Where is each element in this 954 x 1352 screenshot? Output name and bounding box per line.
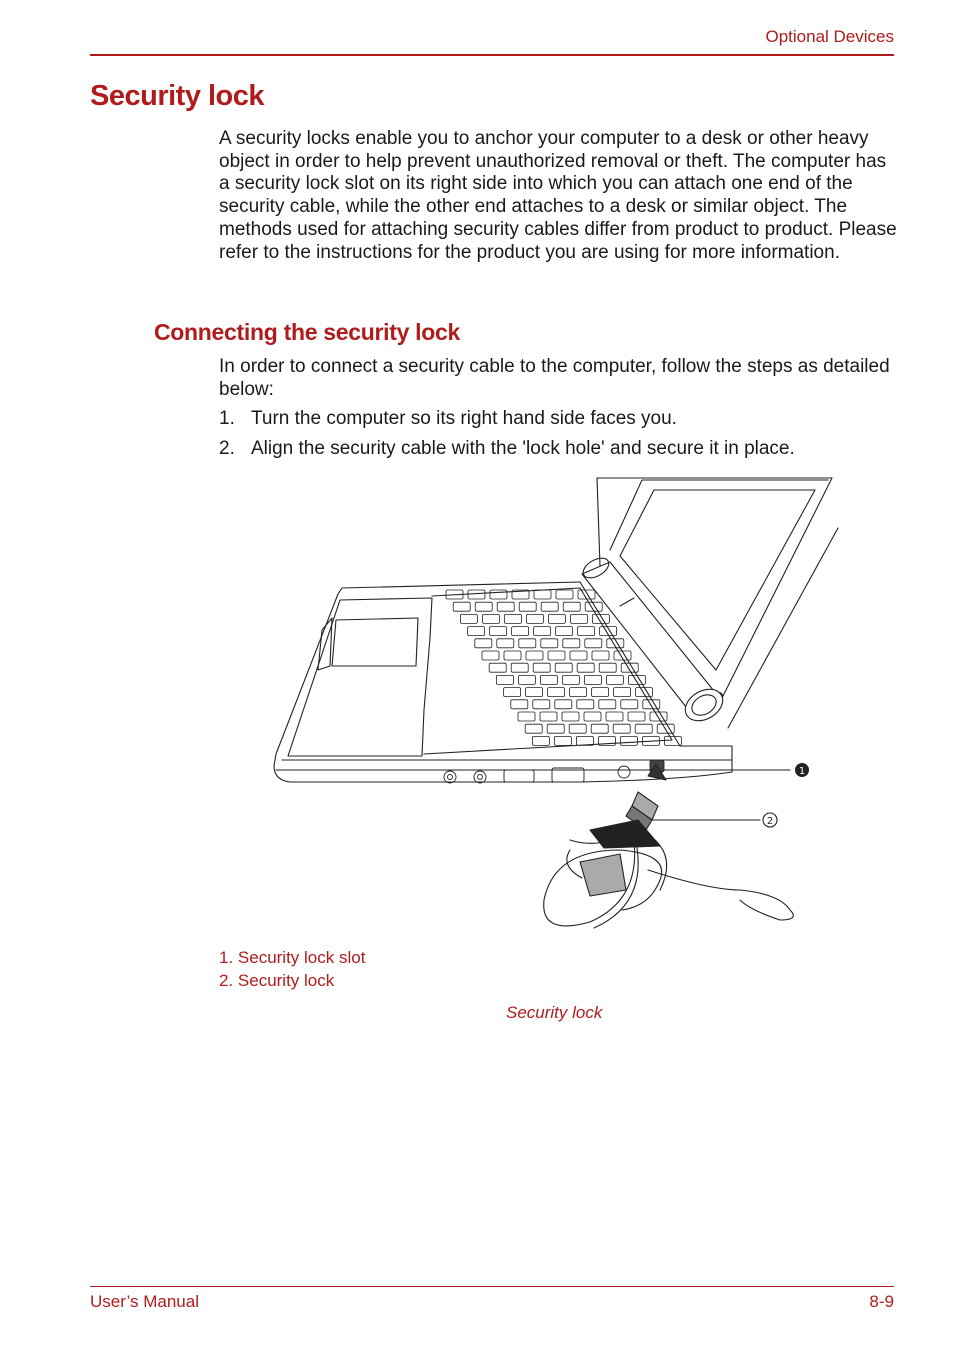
figure-legend — [219, 946, 365, 992]
step-item — [219, 438, 899, 461]
page-number: 8-9 — [869, 1292, 894, 1311]
intro-paragraph: A security locks enable you to anchor your computer to a desk or other heavy object in order to help prevent unauthorized removal or theft. The computer has a security lock slot on its right side into which you can attach one end of the security cable, while the other end attaches to a desk or similar object. The methods used for attaching security cables differ from product to product. Please refer to the instructions for the product you are using for more information. — [219, 128, 897, 263]
callout-2: 2 — [766, 816, 774, 827]
section-heading: Connecting the security lock — [154, 319, 460, 345]
figure-caption: Security lock — [506, 1003, 603, 1022]
step-item — [219, 408, 899, 431]
step-number: 1. — [219, 408, 235, 429]
header-rule — [90, 54, 894, 56]
laptop-security-lock-illustration — [260, 470, 840, 946]
legend-item: 2. Security lock — [219, 971, 335, 990]
footer-rule — [90, 1286, 894, 1287]
page-title: Security lock — [90, 80, 265, 112]
step-text: Align the security cable with the 'lock hole' and secure it in place. — [251, 438, 795, 460]
security-lock-cable — [544, 764, 794, 928]
lead-paragraph: In order to connect a security cable to the computer, follow the steps as detailed below: — [219, 356, 890, 400]
callout-1: 1 — [798, 766, 806, 777]
running-header: Optional Devices — [765, 27, 894, 46]
footer-manual-title: User’s Manual — [90, 1292, 199, 1311]
callout-markers — [763, 763, 809, 827]
legend-item: 1. Security lock slot — [219, 948, 366, 967]
steps-list — [219, 408, 899, 468]
step-number: 2. — [219, 438, 235, 460]
step-text: Turn the computer so its right hand side faces you. — [251, 408, 677, 429]
security-lock-figure — [260, 470, 840, 951]
